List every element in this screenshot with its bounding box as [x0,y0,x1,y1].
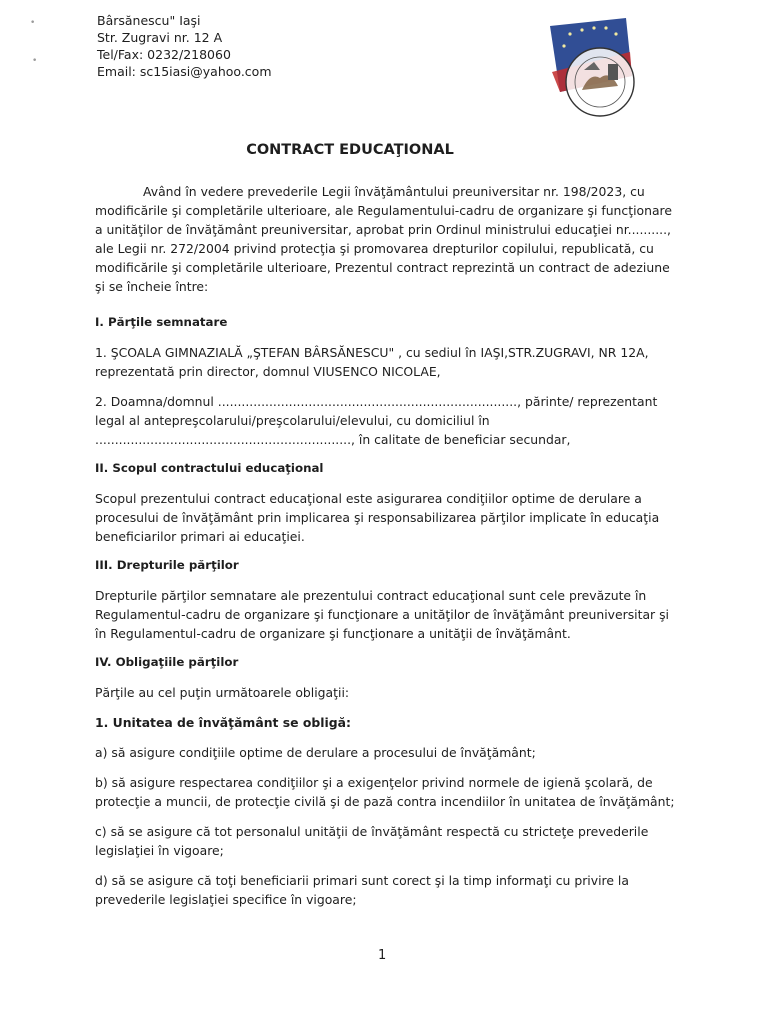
obligation-item: b) să asigure respectarea condiţiilor şi a exigenţelor privind normele de igienă şcolară, de protecţie a muncii, de protecţie civilă şi de pază contra incendiilor în unitatea de învăţământ; [95,775,675,809]
party-1: 1. ŞCOALA GIMNAZIALĂ „ŞTEFAN BÂRSĂNESCU" , cu sediul în IAŞI,STR.ZUGRAVI, NR 12A, reprezentată prin director, domnul VIUSENCO NICOLAE, [95,345,649,379]
rights-paragraph: Drepturile părţilor semnatare ale prezentului contract educaţional sunt cele prevăzute în Regulamentul-cadru de organizare şi funcţionare a unităţilor de învăţământ preuniversitar şi în Regulamentul-cadru de organizare şi funcţionare a unităţii de învăţământ. [95,588,669,641]
address-line: Str. Zugravi nr. 12 A [97,30,223,45]
address-line: Bârsănescu" Iaşi [97,13,201,28]
party-2: 2. Doamna/domnul ............................................................................, părinte/ reprezentant legal al antepreşcolarului/preşcolarului/elevului, cu domiciliul în ................................................................., în calitate de beneficiar secundar, [95,394,658,447]
obligation-item: c) să se asigure că tot personalul unităţii de învăţământ respectă cu stricteţe prevederile legislaţiei în vigoare; [95,824,649,858]
scan-mark: • [32,56,38,66]
section-heading-obligations: IV. Obligaţiile părţilor [95,655,239,669]
address-line: Tel/Fax: 0232/218060 [97,47,231,62]
purpose-paragraph: Scopul prezentului contract educaţional este asigurarea condiţiilor optime de derulare a procesului de învăţământ prin implicarea şi responsabilizarea părţilor implicate în educaţia beneficiarilor primari ai educaţiei. [95,491,660,544]
intro-paragraph: Având în vedere prevederile Legii învăţământului preuniversitar nr. 198/2023, cu modificările şi completările ulterioare, ale Regulamentului-cadru de organizare şi funcţionare a unităţilor de învăţământ preuniversitar, aprobat prin Ordinul ministrului educaţiei nr.........., ale Legii nr. 272/2004 privind protecţia şi promovarea drepturilor copilului, republicată, cu modificările şi completările ulterioare, Prezentul contract reprezintă un contract de adeziune şi se încheie între: [95,184,672,294]
section-heading-rights: III. Drepturile părţilor [95,558,239,572]
document-title: CONTRACT EDUCAŢIONAL [246,142,454,158]
school-logo [530,12,650,120]
section-heading-purpose: II. Scopul contractului educaţional [95,461,324,475]
school-obligations-heading: 1. Unitatea de învăţământ se obligă: [95,715,351,730]
contract-body [95,182,680,909]
scan-mark: • [30,18,36,28]
school-address-block [97,12,272,80]
obligation-item: d) să se asigure că toţi beneficiarii primari sunt corect şi la timp informaţi cu privire la prevederile legislaţiei specifice în vigoare; [95,873,629,907]
obligation-item: a) să asigure condiţiile optime de derulare a procesului de învăţământ; [95,745,536,760]
page-number: 1 [378,948,387,963]
address-line: Email: sc15iasi@yahoo.com [97,64,272,79]
section-heading-parties: I. Părţile semnatare [95,315,228,329]
obligations-lead: Părţile au cel puţin următoarele obligaţii: [95,685,350,700]
